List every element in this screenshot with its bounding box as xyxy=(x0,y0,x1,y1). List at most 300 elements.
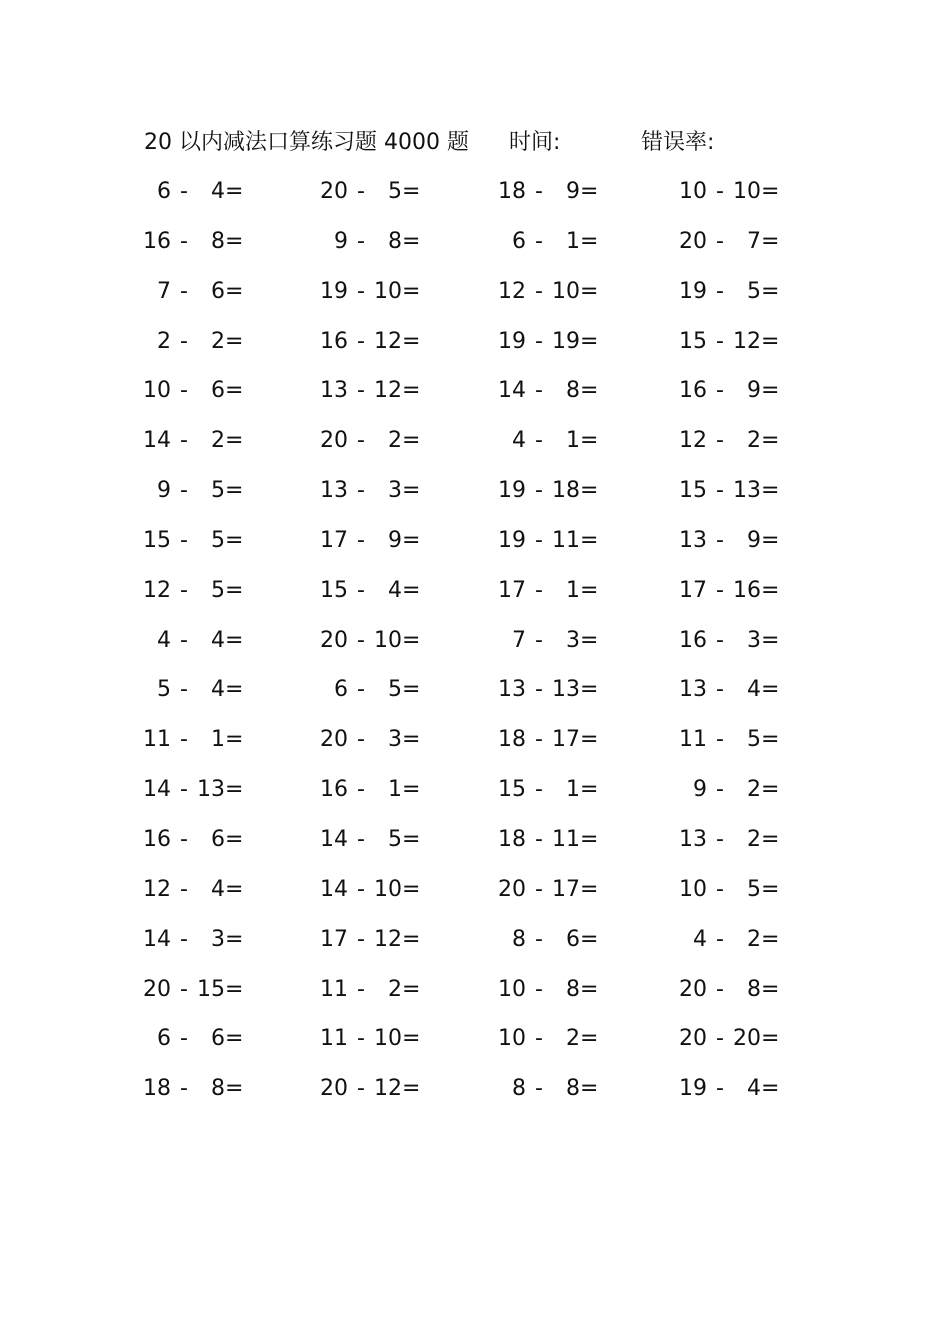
subtraction-problem xyxy=(143,973,244,1007)
minuend: 5 xyxy=(157,677,171,703)
minus-sign: - xyxy=(357,727,365,753)
subtraction-problem xyxy=(679,275,780,309)
subtraction-problem xyxy=(498,624,599,658)
subtraction-problem xyxy=(143,175,244,209)
equals-sign: = xyxy=(761,777,780,803)
minuend: 4 xyxy=(157,627,171,653)
minus-sign: - xyxy=(535,677,543,703)
minus-sign: - xyxy=(180,228,188,254)
equals-sign: = xyxy=(761,677,780,703)
subtrahend: 4 xyxy=(211,179,225,204)
subtrahend: 1 xyxy=(566,577,580,603)
problem-row xyxy=(0,823,950,873)
minus-sign: - xyxy=(357,378,365,404)
minus-sign: - xyxy=(357,926,365,952)
subtrahend: 10 xyxy=(374,1026,402,1052)
minuend: 20 xyxy=(679,976,707,1002)
minus-sign: - xyxy=(716,1076,724,1102)
subtraction-problem xyxy=(320,275,421,309)
minuend: 7 xyxy=(157,278,171,304)
minus-sign: - xyxy=(357,826,365,852)
equals-sign: = xyxy=(580,527,599,553)
minuend: 6 xyxy=(512,228,526,254)
equals-sign: = xyxy=(402,428,421,454)
worksheet-header xyxy=(0,126,950,160)
minuend: 10 xyxy=(498,1026,526,1052)
minus-sign: - xyxy=(716,627,724,653)
subtrahend: 2 xyxy=(747,826,761,852)
subtrahend: 2 xyxy=(747,777,761,803)
subtraction-problem xyxy=(498,1022,599,1056)
minuend: 13 xyxy=(679,527,707,553)
equals-sign: = xyxy=(761,826,780,852)
subtrahend: 4 xyxy=(211,876,225,902)
minuend: 14 xyxy=(498,378,526,404)
equals-sign: = xyxy=(761,378,780,404)
minus-sign: - xyxy=(716,1026,724,1052)
subtraction-problem xyxy=(143,723,244,757)
subtraction-problem xyxy=(679,973,780,1007)
equals-sign: = xyxy=(225,976,244,1002)
minuend: 20 xyxy=(143,976,171,1002)
time-label: 时间: xyxy=(509,130,561,155)
subtrahend: 12 xyxy=(374,1076,402,1102)
subtraction-problem xyxy=(498,524,599,558)
problem-row xyxy=(0,175,950,225)
minus-sign: - xyxy=(535,228,543,254)
subtraction-problem xyxy=(143,773,244,807)
minuend: 20 xyxy=(679,228,707,254)
subtrahend: 5 xyxy=(747,727,761,753)
subtrahend: 12 xyxy=(374,926,402,952)
subtrahend: 10 xyxy=(374,876,402,902)
equals-sign: = xyxy=(225,228,244,254)
subtraction-problem xyxy=(498,275,599,309)
equals-sign: = xyxy=(761,976,780,1002)
minuend: 2 xyxy=(157,328,171,354)
minus-sign: - xyxy=(716,278,724,304)
minus-sign: - xyxy=(180,179,188,204)
equals-sign: = xyxy=(580,677,599,703)
minus-sign: - xyxy=(180,677,188,703)
minus-sign: - xyxy=(357,1076,365,1102)
equals-sign: = xyxy=(761,926,780,952)
minus-sign: - xyxy=(535,478,543,504)
equals-sign: = xyxy=(580,179,599,204)
subtraction-problem xyxy=(143,673,244,707)
equals-sign: = xyxy=(761,1026,780,1052)
subtraction-problem xyxy=(320,773,421,807)
equals-sign: = xyxy=(402,876,421,902)
minuend: 11 xyxy=(679,727,707,753)
minus-sign: - xyxy=(535,627,543,653)
subtraction-problem xyxy=(320,225,421,259)
minuend: 6 xyxy=(157,1026,171,1052)
equals-sign: = xyxy=(580,777,599,803)
minuend: 11 xyxy=(320,1026,348,1052)
subtrahend: 10 xyxy=(552,278,580,304)
equals-sign: = xyxy=(225,1076,244,1102)
equals-sign: = xyxy=(225,278,244,304)
equals-sign: = xyxy=(402,826,421,852)
subtrahend: 12 xyxy=(374,328,402,354)
subtraction-problem xyxy=(143,275,244,309)
minuend: 12 xyxy=(498,278,526,304)
minuend: 19 xyxy=(498,328,526,354)
subtrahend: 10 xyxy=(374,278,402,304)
subtrahend: 12 xyxy=(374,378,402,404)
problem-row xyxy=(0,275,950,325)
subtraction-problem xyxy=(320,873,421,907)
minus-sign: - xyxy=(535,527,543,553)
equals-sign: = xyxy=(761,328,780,354)
minus-sign: - xyxy=(180,727,188,753)
equals-sign: = xyxy=(402,1076,421,1102)
subtrahend: 8 xyxy=(211,228,225,254)
subtraction-problem xyxy=(320,973,421,1007)
subtrahend: 8 xyxy=(211,1076,225,1102)
subtrahend: 9 xyxy=(566,179,580,204)
minuend: 14 xyxy=(143,926,171,952)
subtraction-problem xyxy=(320,624,421,658)
minus-sign: - xyxy=(716,777,724,803)
minuend: 20 xyxy=(320,627,348,653)
minuend: 19 xyxy=(679,278,707,304)
minus-sign: - xyxy=(180,527,188,553)
subtrahend: 10 xyxy=(733,179,761,204)
subtrahend: 6 xyxy=(211,278,225,304)
problem-row xyxy=(0,374,950,424)
minuend: 14 xyxy=(143,777,171,803)
subtrahend: 1 xyxy=(566,428,580,454)
minus-sign: - xyxy=(180,378,188,404)
subtrahend: 6 xyxy=(566,926,580,952)
subtrahend: 1 xyxy=(566,777,580,803)
subtrahend: 12 xyxy=(733,328,761,354)
subtrahend: 9 xyxy=(747,378,761,404)
minus-sign: - xyxy=(716,976,724,1002)
minuend: 20 xyxy=(320,179,348,204)
equals-sign: = xyxy=(402,278,421,304)
minus-sign: - xyxy=(357,328,365,354)
subtrahend: 5 xyxy=(388,826,402,852)
equals-sign: = xyxy=(580,378,599,404)
minuend: 19 xyxy=(498,478,526,504)
subtrahend: 6 xyxy=(211,378,225,404)
minuend: 14 xyxy=(320,876,348,902)
equals-sign: = xyxy=(225,826,244,852)
minus-sign: - xyxy=(535,727,543,753)
equals-sign: = xyxy=(225,777,244,803)
subtrahend: 8 xyxy=(388,228,402,254)
subtrahend: 2 xyxy=(747,428,761,454)
equals-sign: = xyxy=(402,926,421,952)
problem-row xyxy=(0,1072,950,1122)
minus-sign: - xyxy=(180,328,188,354)
equals-sign: = xyxy=(761,876,780,902)
subtrahend: 3 xyxy=(211,926,225,952)
minuend: 8 xyxy=(512,926,526,952)
minuend: 20 xyxy=(320,428,348,454)
subtraction-problem xyxy=(320,723,421,757)
subtraction-problem xyxy=(320,424,421,458)
subtraction-problem xyxy=(679,673,780,707)
equals-sign: = xyxy=(225,428,244,454)
equals-sign: = xyxy=(580,826,599,852)
minus-sign: - xyxy=(180,1076,188,1102)
minus-sign: - xyxy=(535,428,543,454)
subtraction-problem xyxy=(679,524,780,558)
minuend: 11 xyxy=(320,976,348,1002)
equals-sign: = xyxy=(225,527,244,553)
minuend: 19 xyxy=(679,1076,707,1102)
minus-sign: - xyxy=(180,627,188,653)
equals-sign: = xyxy=(580,1026,599,1052)
minuend: 6 xyxy=(334,677,348,703)
minuend: 18 xyxy=(498,826,526,852)
equals-sign: = xyxy=(402,179,421,204)
subtraction-problem xyxy=(498,424,599,458)
subtrahend: 5 xyxy=(747,876,761,902)
minus-sign: - xyxy=(180,428,188,454)
minus-sign: - xyxy=(716,179,724,204)
equals-sign: = xyxy=(580,627,599,653)
subtraction-problem xyxy=(320,923,421,957)
subtrahend: 13 xyxy=(197,777,225,803)
equals-sign: = xyxy=(580,428,599,454)
equals-sign: = xyxy=(402,577,421,603)
subtraction-problem xyxy=(143,624,244,658)
minus-sign: - xyxy=(357,478,365,504)
subtrahend: 2 xyxy=(388,976,402,1002)
minus-sign: - xyxy=(535,278,543,304)
minuend: 16 xyxy=(679,378,707,404)
equals-sign: = xyxy=(225,727,244,753)
minuend: 15 xyxy=(498,777,526,803)
minus-sign: - xyxy=(535,826,543,852)
minuend: 15 xyxy=(143,527,171,553)
subtrahend: 1 xyxy=(211,727,225,753)
subtraction-problem xyxy=(679,325,780,359)
minuend: 16 xyxy=(320,328,348,354)
minus-sign: - xyxy=(716,926,724,952)
subtraction-problem xyxy=(679,424,780,458)
minus-sign: - xyxy=(180,976,188,1002)
subtraction-problem xyxy=(679,873,780,907)
minuend: 15 xyxy=(679,328,707,354)
equals-sign: = xyxy=(225,876,244,902)
minuend: 20 xyxy=(320,1076,348,1102)
problem-row xyxy=(0,474,950,524)
minus-sign: - xyxy=(357,179,365,204)
subtraction-problem xyxy=(679,624,780,658)
minuend: 9 xyxy=(693,777,707,803)
minus-sign: - xyxy=(716,378,724,404)
subtraction-problem xyxy=(143,524,244,558)
subtraction-problem xyxy=(679,823,780,857)
subtraction-problem xyxy=(498,823,599,857)
equals-sign: = xyxy=(402,228,421,254)
error-rate-label: 错误率: xyxy=(641,130,715,155)
subtrahend: 16 xyxy=(733,577,761,603)
problem-row xyxy=(0,624,950,674)
minuend: 6 xyxy=(157,179,171,204)
minus-sign: - xyxy=(357,777,365,803)
subtraction-problem xyxy=(143,923,244,957)
equals-sign: = xyxy=(402,677,421,703)
equals-sign: = xyxy=(402,527,421,553)
subtrahend: 17 xyxy=(552,727,580,753)
subtraction-problem xyxy=(320,474,421,508)
subtraction-problem xyxy=(320,524,421,558)
minus-sign: - xyxy=(535,577,543,603)
minuend: 20 xyxy=(320,727,348,753)
subtraction-problem xyxy=(498,873,599,907)
minus-sign: - xyxy=(535,976,543,1002)
subtrahend: 5 xyxy=(388,677,402,703)
minuend: 12 xyxy=(143,876,171,902)
minuend: 16 xyxy=(143,826,171,852)
equals-sign: = xyxy=(580,926,599,952)
minus-sign: - xyxy=(357,428,365,454)
subtrahend: 13 xyxy=(552,677,580,703)
subtrahend: 3 xyxy=(747,627,761,653)
minus-sign: - xyxy=(180,777,188,803)
equals-sign: = xyxy=(761,627,780,653)
subtraction-problem xyxy=(679,923,780,957)
subtraction-problem xyxy=(679,374,780,408)
subtrahend: 2 xyxy=(211,428,225,454)
subtrahend: 15 xyxy=(197,976,225,1002)
minuend: 10 xyxy=(498,976,526,1002)
minuend: 11 xyxy=(143,727,171,753)
minuend: 18 xyxy=(498,727,526,753)
minuend: 13 xyxy=(679,677,707,703)
problem-row xyxy=(0,873,950,923)
subtraction-problem xyxy=(320,673,421,707)
equals-sign: = xyxy=(580,278,599,304)
subtraction-problem xyxy=(498,474,599,508)
subtrahend: 4 xyxy=(747,677,761,703)
subtrahend: 8 xyxy=(566,378,580,404)
equals-sign: = xyxy=(580,1076,599,1102)
problem-row xyxy=(0,773,950,823)
worksheet-title: 20 以内减法口算练习题 4000 题 xyxy=(144,130,469,155)
problem-grid xyxy=(0,175,950,1122)
equals-sign: = xyxy=(761,1076,780,1102)
minus-sign: - xyxy=(535,1026,543,1052)
minus-sign: - xyxy=(535,179,543,204)
equals-sign: = xyxy=(580,976,599,1002)
minus-sign: - xyxy=(535,328,543,354)
problem-row xyxy=(0,973,950,1023)
minus-sign: - xyxy=(357,577,365,603)
equals-sign: = xyxy=(225,328,244,354)
minus-sign: - xyxy=(357,876,365,902)
subtrahend: 5 xyxy=(211,527,225,553)
equals-sign: = xyxy=(402,478,421,504)
subtraction-problem xyxy=(498,673,599,707)
minus-sign: - xyxy=(180,577,188,603)
subtrahend: 4 xyxy=(211,677,225,703)
problem-row xyxy=(0,225,950,275)
subtraction-problem xyxy=(498,374,599,408)
problem-row xyxy=(0,723,950,773)
subtraction-problem xyxy=(679,474,780,508)
equals-sign: = xyxy=(225,577,244,603)
subtraction-problem xyxy=(143,574,244,608)
subtraction-problem xyxy=(320,574,421,608)
equals-sign: = xyxy=(402,727,421,753)
minus-sign: - xyxy=(716,328,724,354)
subtraction-problem xyxy=(143,1072,244,1106)
subtraction-problem xyxy=(498,773,599,807)
minus-sign: - xyxy=(535,777,543,803)
subtrahend: 2 xyxy=(211,328,225,354)
subtrahend: 7 xyxy=(747,228,761,254)
minus-sign: - xyxy=(716,527,724,553)
subtraction-problem xyxy=(498,325,599,359)
subtraction-problem xyxy=(679,1072,780,1106)
minus-sign: - xyxy=(357,627,365,653)
subtraction-problem xyxy=(679,574,780,608)
subtrahend: 8 xyxy=(566,1076,580,1102)
minuend: 16 xyxy=(320,777,348,803)
minus-sign: - xyxy=(357,278,365,304)
subtrahend: 9 xyxy=(388,527,402,553)
subtrahend: 9 xyxy=(747,527,761,553)
problem-row xyxy=(0,424,950,474)
subtraction-problem xyxy=(498,723,599,757)
subtraction-problem xyxy=(679,723,780,757)
equals-sign: = xyxy=(761,478,780,504)
equals-sign: = xyxy=(580,478,599,504)
subtraction-problem xyxy=(498,225,599,259)
minuend: 17 xyxy=(320,926,348,952)
minus-sign: - xyxy=(535,876,543,902)
subtraction-problem xyxy=(143,225,244,259)
subtrahend: 5 xyxy=(747,278,761,304)
equals-sign: = xyxy=(402,627,421,653)
problem-row xyxy=(0,1022,950,1072)
minus-sign: - xyxy=(180,826,188,852)
subtraction-problem xyxy=(679,175,780,209)
problem-row xyxy=(0,923,950,973)
equals-sign: = xyxy=(580,577,599,603)
minuend: 17 xyxy=(320,527,348,553)
subtraction-problem xyxy=(143,424,244,458)
minuend: 16 xyxy=(679,627,707,653)
minuend: 13 xyxy=(320,478,348,504)
minus-sign: - xyxy=(535,378,543,404)
minus-sign: - xyxy=(716,478,724,504)
minus-sign: - xyxy=(180,478,188,504)
equals-sign: = xyxy=(402,777,421,803)
minus-sign: - xyxy=(357,228,365,254)
equals-sign: = xyxy=(225,179,244,204)
subtrahend: 1 xyxy=(388,777,402,803)
minus-sign: - xyxy=(716,826,724,852)
equals-sign: = xyxy=(761,278,780,304)
subtrahend: 8 xyxy=(747,976,761,1002)
subtrahend: 3 xyxy=(566,627,580,653)
equals-sign: = xyxy=(761,577,780,603)
minuend: 18 xyxy=(498,179,526,204)
subtrahend: 3 xyxy=(388,727,402,753)
minus-sign: - xyxy=(716,577,724,603)
problem-row xyxy=(0,673,950,723)
minuend: 10 xyxy=(679,179,707,204)
